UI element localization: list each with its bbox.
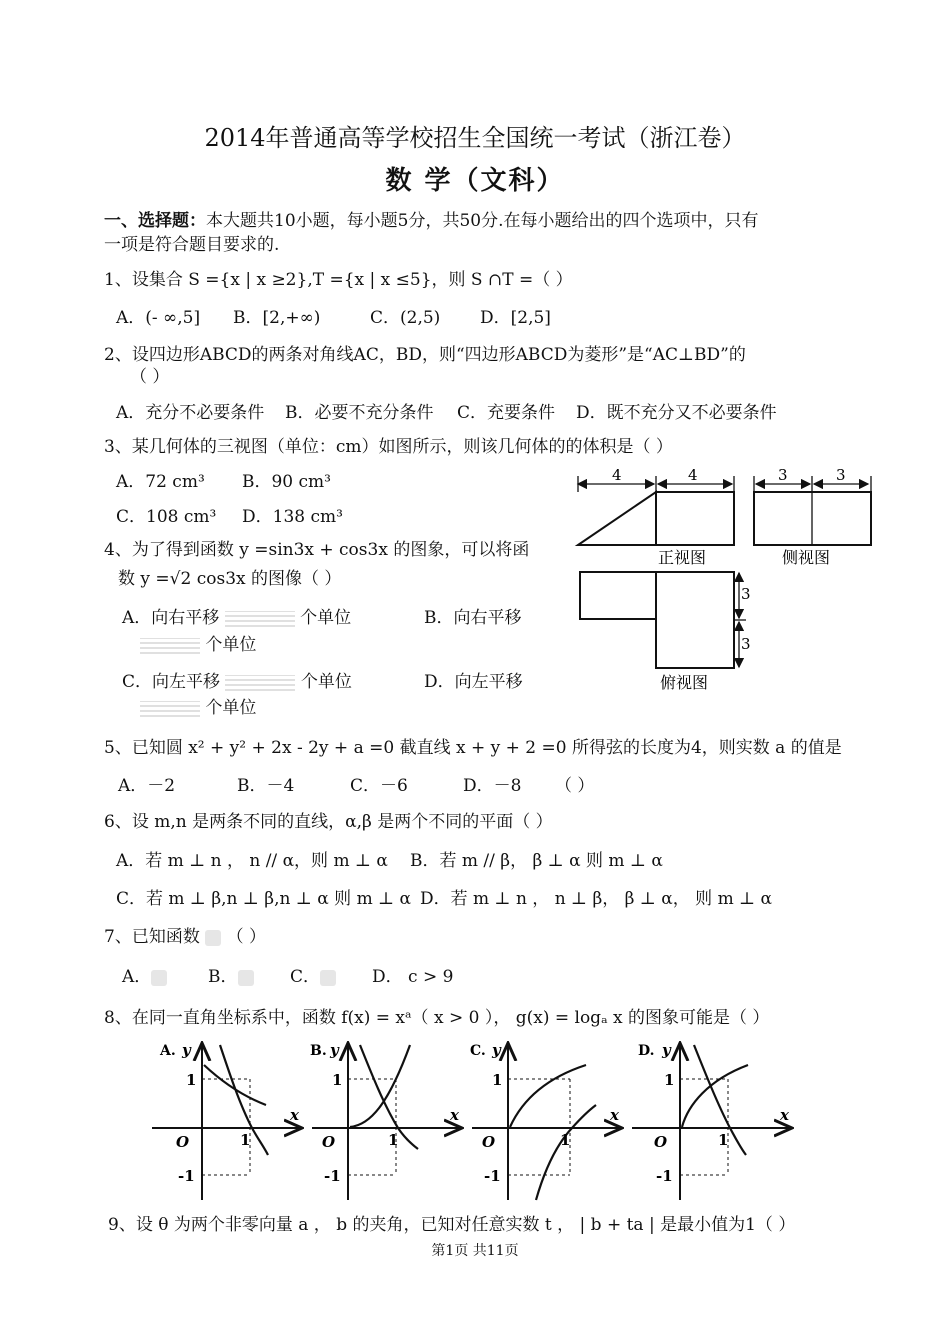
q4-option-a-label: A．向右平移 <box>122 608 220 628</box>
graph-a <box>152 1041 302 1200</box>
graph-d-x: x <box>780 1106 789 1124</box>
graph-c-x: x <box>610 1106 619 1124</box>
graph-c-origin: O <box>482 1133 496 1151</box>
q4-stem-line2: 数 y =√2 cos3x 的图像（ ） <box>118 569 342 589</box>
q2-stem-line1: 2、设四边形ABCD的两条对角线AC，BD，则“四边形ABCD为菱形”是“AC⊥BD”的 <box>104 345 746 365</box>
graph-d-label: D. <box>638 1043 655 1059</box>
q4-option-b <box>140 630 256 655</box>
q1-option-c: C．(2,5) <box>370 308 441 328</box>
graph-d-one-y: 1 <box>664 1071 675 1089</box>
dim-side-right: 3 <box>836 466 846 484</box>
q6-option-b: B．若 m // β， β ⊥ α 则 m ⊥ α <box>410 851 663 871</box>
q5-option-b: B．－4 <box>237 776 295 796</box>
blurred-formula-icon <box>320 970 336 986</box>
graph-a-one-y: 1 <box>186 1071 197 1089</box>
q8-graphs <box>140 1035 810 1205</box>
top-view-label: 俯视图 <box>660 673 709 692</box>
q2-option-d: D．既不充分又不必要条件 <box>576 403 777 423</box>
page-footer: 第1页 共11页 <box>431 1243 519 1259</box>
q2-stem-line2: （ ） <box>130 367 170 387</box>
dim-front-right: 4 <box>688 466 698 484</box>
dim-front-left: 4 <box>612 466 622 484</box>
q4-option-b-label: B．向右平移 <box>424 608 522 628</box>
q1-stem: 1、设集合 S ={x | x ≥2},T ={x | x ≤5}，则 S ∩T =（ ） <box>104 270 573 290</box>
blurred-formula-icon <box>205 930 221 946</box>
q4-option-a <box>122 603 351 628</box>
q1-option-a: A．(- ∞,5] <box>116 308 201 328</box>
q7-paren: （ ） <box>226 927 267 947</box>
q1-option-b: B．[2,+∞) <box>233 308 321 328</box>
q7-option-c-label: C． <box>290 967 321 987</box>
q6-stem: 6、设 m,n 是两条不同的直线，α,β 是两个不同的平面（ ） <box>104 812 553 832</box>
front-view-label: 正视图 <box>658 548 707 567</box>
blurred-fraction-icon <box>140 638 200 654</box>
q6-option-d: D．若 m ⊥ n ， n ⊥ β， β ⊥ α， 则 m ⊥ α <box>420 889 772 909</box>
q5-option-c: C．－6 <box>350 776 408 796</box>
q4-option-b-unit: 个单位 <box>205 635 257 655</box>
dim-side-left: 3 <box>778 466 788 484</box>
graph-a-neg-one: -1 <box>178 1167 195 1185</box>
section-intro-line1: 本大题共10小题，每小题5分，共50分.在每小题给出的四个选项中，只有 <box>206 211 759 231</box>
graph-a-x: x <box>290 1106 299 1124</box>
q8-stem: 8、在同一直角坐标系中，函数 f(x) = xᵃ（ x > 0 ）， g(x) = logₐ x 的图象可能是（ ） <box>104 1008 770 1028</box>
q1-option-d: D．[2,5] <box>480 308 551 328</box>
q3-option-a: A．72 cm³ <box>116 472 205 492</box>
q7-option-a-label: A． <box>122 967 152 987</box>
section-heading: 一、选择题： <box>104 211 206 231</box>
q7-option-a <box>122 962 167 987</box>
graph-b-one-y: 1 <box>332 1071 343 1089</box>
section-intro <box>104 206 758 231</box>
graph-a-label: A. <box>160 1043 176 1059</box>
q4-option-c-unit: 个单位 <box>300 672 352 692</box>
q2-option-a: A．充分不必要条件 <box>116 403 265 423</box>
graph-b <box>310 1041 462 1200</box>
exam-title: 2014年普通高等学校招生全国统一考试（浙江卷） <box>204 124 746 152</box>
q4-option-d <box>140 693 256 718</box>
blurred-fraction-icon <box>225 611 295 627</box>
q3-option-c: C．108 cm³ <box>116 507 217 527</box>
q5-option-a: A．－2 <box>118 776 176 796</box>
q7-option-d: D． c > 9 <box>372 967 454 987</box>
q4-option-d-label: D．向左平移 <box>424 672 523 692</box>
q3-stem: 3、某几何体的三视图（单位：cm）如图所示，则该几何体的的体积是（ ） <box>104 437 673 457</box>
graph-a-origin: O <box>176 1133 190 1151</box>
side-view-label: 侧视图 <box>782 548 831 567</box>
q4-option-d-unit: 个单位 <box>205 698 257 718</box>
graph-d-neg-one: -1 <box>656 1167 673 1185</box>
three-view-figure <box>570 462 890 702</box>
graph-a-y: y <box>182 1041 191 1059</box>
graph-c-label: C. <box>470 1043 486 1059</box>
q5-paren: （ ） <box>555 776 595 796</box>
blurred-formula-icon <box>238 970 254 986</box>
q7-stem <box>104 922 266 947</box>
graph-c-one-y: 1 <box>492 1071 503 1089</box>
q5-stem: 5、已知圆 x² + y² + 2x - 2y + a =0 截直线 x + y + 2 =0 所得弦的长度为4，则实数 a 的值是 <box>104 738 842 758</box>
graph-b-neg-one: -1 <box>324 1167 341 1185</box>
graph-d-origin: O <box>654 1133 668 1151</box>
q2-option-c: C．充要条件 <box>457 403 556 423</box>
q9-stem: 9、设 θ 为两个非零向量 a ， b 的夹角，已知对任意实数 t ， | b + ta | 是最小值为1（ ） <box>108 1215 796 1235</box>
graph-b-label: B. <box>310 1043 327 1059</box>
q7-option-b <box>208 962 254 987</box>
q2-option-b: B．必要不充分条件 <box>285 403 434 423</box>
q4-stem-line1: 4、为了得到函数 y =sin3x + cos3x 的图象，可以将函 <box>104 540 530 560</box>
q6-option-c: C．若 m ⊥ β,n ⊥ β,n ⊥ α 则 m ⊥ α <box>116 889 411 909</box>
section-intro-line2: 一项是符合题目要求的. <box>104 235 280 255</box>
blurred-fraction-icon <box>225 675 295 691</box>
q4-option-c-label: C．向左平移 <box>122 672 221 692</box>
graph-b-origin: O <box>322 1133 336 1151</box>
q4-option-c <box>122 667 352 692</box>
graph-d <box>632 1041 792 1200</box>
graph-b-one-x: 1 <box>388 1131 399 1149</box>
exam-subtitle: 数 学（文科） <box>385 166 565 196</box>
q4-option-a-unit: 个单位 <box>300 608 352 628</box>
q5-option-d: D．－8 <box>463 776 522 796</box>
blurred-formula-icon <box>151 970 167 986</box>
q7-stem-text: 7、已知函数 <box>104 927 200 947</box>
graph-d-y: y <box>662 1041 671 1059</box>
dim-top-lower: 3 <box>741 635 751 653</box>
dim-top-upper: 3 <box>741 585 751 603</box>
q6-option-a: A．若 m ⊥ n ， n // α，则 m ⊥ α <box>116 851 388 871</box>
q7-option-b-label: B． <box>208 967 238 987</box>
graph-c <box>470 1041 622 1200</box>
blurred-fraction-icon <box>140 701 200 717</box>
graph-c-y: y <box>492 1041 501 1059</box>
graph-c-one-x: 1 <box>560 1131 571 1149</box>
graph-c-neg-one: -1 <box>484 1167 501 1185</box>
q7-option-c <box>290 962 336 987</box>
graph-b-y: y <box>330 1041 339 1059</box>
q3-option-d: D．138 cm³ <box>242 507 343 527</box>
graph-b-x: x <box>450 1106 459 1124</box>
graph-a-one-x: 1 <box>240 1131 251 1149</box>
q3-option-b: B．90 cm³ <box>242 472 331 492</box>
graph-d-one-x: 1 <box>718 1131 729 1149</box>
